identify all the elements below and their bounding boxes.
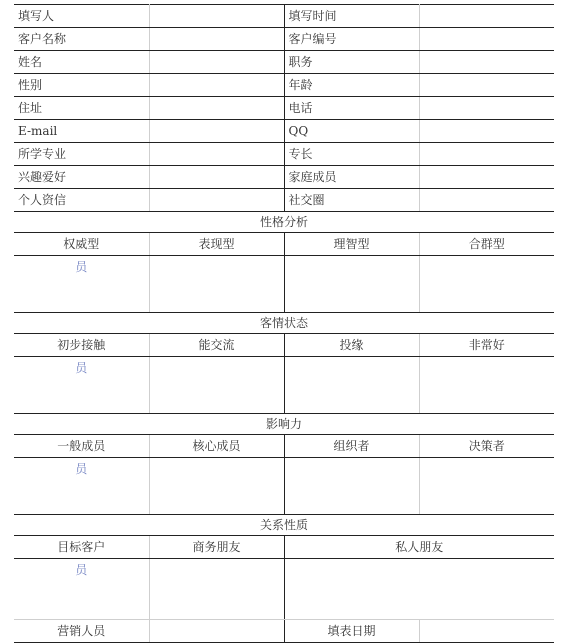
answer-cell[interactable] bbox=[419, 458, 554, 515]
answer-cell[interactable] bbox=[14, 256, 149, 313]
answer-cell[interactable] bbox=[419, 256, 554, 313]
field-value[interactable] bbox=[149, 74, 284, 97]
answer-cell[interactable] bbox=[284, 256, 419, 313]
info-row bbox=[14, 5, 554, 28]
footer-value[interactable] bbox=[419, 620, 554, 643]
field-value[interactable] bbox=[149, 143, 284, 166]
answer-cell[interactable] bbox=[149, 357, 284, 414]
info-row bbox=[14, 28, 554, 51]
field-label: 性别 bbox=[14, 74, 149, 97]
column-header: 商务朋友 bbox=[149, 536, 284, 559]
field-label: 专长 bbox=[284, 143, 419, 166]
column-header: 投缘 bbox=[284, 334, 419, 357]
field-value[interactable] bbox=[149, 120, 284, 143]
section-column-headers bbox=[14, 536, 554, 559]
footer-label: 营销人员 bbox=[14, 620, 149, 643]
section-title: 关系性质 bbox=[14, 515, 554, 536]
field-label: 填写时间 bbox=[284, 5, 419, 28]
field-label: 住址 bbox=[14, 97, 149, 120]
column-header: 核心成员 bbox=[149, 435, 284, 458]
answer-cell[interactable] bbox=[284, 357, 419, 414]
section-header bbox=[14, 313, 554, 334]
field-value[interactable] bbox=[419, 120, 554, 143]
field-label: QQ bbox=[284, 120, 419, 143]
field-label: 职务 bbox=[284, 51, 419, 74]
field-value[interactable] bbox=[149, 166, 284, 189]
answer-cell[interactable] bbox=[149, 256, 284, 313]
field-label: 填写人 bbox=[14, 5, 149, 28]
field-value[interactable] bbox=[419, 166, 554, 189]
section-column-headers bbox=[14, 435, 554, 458]
field-label: 姓名 bbox=[14, 51, 149, 74]
field-value[interactable] bbox=[149, 5, 284, 28]
field-label: 客户编号 bbox=[284, 28, 419, 51]
watermark-glyph: 员 bbox=[75, 563, 88, 577]
section-body-row bbox=[14, 458, 554, 515]
field-value[interactable] bbox=[419, 51, 554, 74]
footer-row bbox=[14, 620, 554, 643]
field-value[interactable] bbox=[149, 189, 284, 212]
footer-value[interactable] bbox=[149, 620, 284, 643]
field-label: 年龄 bbox=[284, 74, 419, 97]
field-value[interactable] bbox=[149, 28, 284, 51]
section-header bbox=[14, 212, 554, 233]
field-value[interactable] bbox=[419, 97, 554, 120]
info-row bbox=[14, 189, 554, 212]
field-value[interactable] bbox=[149, 97, 284, 120]
watermark-glyph: 员 bbox=[75, 462, 88, 476]
info-row bbox=[14, 143, 554, 166]
column-header: 私人朋友 bbox=[284, 536, 554, 559]
field-label: 个人资信 bbox=[14, 189, 149, 212]
watermark-glyph: 员 bbox=[75, 260, 88, 274]
answer-cell[interactable] bbox=[419, 357, 554, 414]
field-label: 家庭成员 bbox=[284, 166, 419, 189]
field-label: 社交圈 bbox=[284, 189, 419, 212]
field-value[interactable] bbox=[149, 51, 284, 74]
field-value[interactable] bbox=[419, 28, 554, 51]
column-header: 决策者 bbox=[419, 435, 554, 458]
section-header bbox=[14, 414, 554, 435]
field-label: 电话 bbox=[284, 97, 419, 120]
column-header: 合群型 bbox=[419, 233, 554, 256]
field-label: E-mail bbox=[14, 120, 149, 143]
section-column-headers bbox=[14, 233, 554, 256]
column-header: 非常好 bbox=[419, 334, 554, 357]
section-title: 客情状态 bbox=[14, 313, 554, 334]
answer-cell[interactable] bbox=[14, 458, 149, 515]
column-header: 组织者 bbox=[284, 435, 419, 458]
field-label: 客户名称 bbox=[14, 28, 149, 51]
answer-cell[interactable] bbox=[149, 458, 284, 515]
customer-info-table bbox=[14, 4, 554, 643]
section-body-row bbox=[14, 256, 554, 313]
info-row bbox=[14, 51, 554, 74]
column-header: 理智型 bbox=[284, 233, 419, 256]
field-value[interactable] bbox=[419, 5, 554, 28]
section-title: 影响力 bbox=[14, 414, 554, 435]
section-column-headers bbox=[14, 334, 554, 357]
column-header: 初步接触 bbox=[14, 334, 149, 357]
column-header: 目标客户 bbox=[14, 536, 149, 559]
column-header: 权威型 bbox=[14, 233, 149, 256]
answer-cell[interactable] bbox=[284, 458, 419, 515]
field-value[interactable] bbox=[419, 74, 554, 97]
field-value[interactable] bbox=[419, 143, 554, 166]
section-body-row bbox=[14, 559, 554, 620]
field-label: 兴趣爱好 bbox=[14, 166, 149, 189]
column-header: 一般成员 bbox=[14, 435, 149, 458]
answer-cell[interactable] bbox=[14, 357, 149, 414]
column-header: 表现型 bbox=[149, 233, 284, 256]
info-row bbox=[14, 97, 554, 120]
info-row bbox=[14, 74, 554, 97]
info-row bbox=[14, 166, 554, 189]
answer-cell[interactable] bbox=[284, 559, 554, 620]
watermark-glyph: 员 bbox=[75, 361, 88, 375]
field-value[interactable] bbox=[419, 189, 554, 212]
section-title: 性格分析 bbox=[14, 212, 554, 233]
info-row bbox=[14, 120, 554, 143]
footer-label: 填表日期 bbox=[284, 620, 419, 643]
section-body-row bbox=[14, 357, 554, 414]
field-label: 所学专业 bbox=[14, 143, 149, 166]
answer-cell[interactable] bbox=[14, 559, 149, 620]
section-header bbox=[14, 515, 554, 536]
column-header: 能交流 bbox=[149, 334, 284, 357]
answer-cell[interactable] bbox=[149, 559, 284, 620]
